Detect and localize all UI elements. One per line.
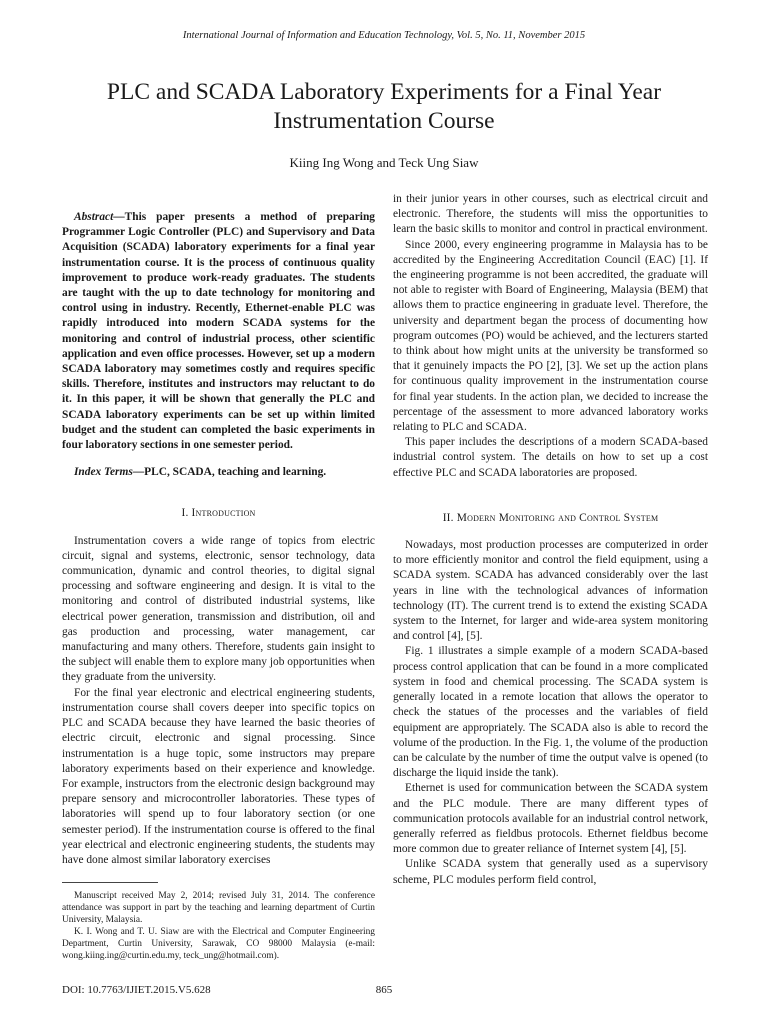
abstract-lead: Abstract — [74, 211, 114, 223]
paragraph: This paper includes the descriptions of a modern SCADA-based industrial control system. The details on how to set up a cost effective PLC and SCADA laboratories are proposed. — [393, 436, 708, 479]
journal-header: International Journal of Information and Education Technology, Vol. 5, No. 11, November 2015 — [182, 30, 586, 41]
paragraph: Nowadays, most production processes are computerized in order to more efficiently monitor and control the field equipment, using a SCADA system. SCADA has advanced considerably over the last years in line with the technological advances of information technology (IT). The current trend is to extend the existing SCADA system to the Internet, for larger and wide-area system monitoring and control [4], [5]. — [393, 539, 708, 643]
footnote: K. I. Wong and T. U. Siaw are with the Electrical and Computer Engineering Department, Curtin University, Sarawak, CO 98000 Malaysia (e-mail: wong.kiing.ing@curtin.edu.my, teck_ung@hotmail.com). — [62, 927, 375, 961]
footnote-divider — [62, 882, 158, 883]
index-terms — [62, 465, 375, 480]
section-heading-introduction: I. Introduction — [181, 507, 256, 520]
section-heading-monitoring: II. Modern Monitoring and Control System — [442, 511, 659, 524]
paragraph: Fig. 1 illustrates a simple example of a modern SCADA-based process control application that can be found in a more complicated system in food and chemical processing. The SCADA system is generally located in a remote location that allows the operator to check the statues of the processes and the variables of field equipment are appropriately. The SCADA also is able to record the volume of the production. In the Fig. 1, the volume of the production can be calculate by the number of time the output valve is opened (to discharge the liquid inside the tank). — [393, 645, 708, 780]
paragraph: Since 2000, every engineering programme in Malaysia has to be accredited by the Engineering Accreditation Council (EAC) [1]. If the engineering programme is not been accredited, the graduate will not able to register with Board of Engineering, Malaysia (BEM) that allows them to practice engineering in graduate level. Therefore, the university and department began the process of documenting how program outcomes (PO) would be achieved, and the lecturers started to think about how might units at the university be transformed so that it genuinely impacts the PO [2], [3]. We set up the action plans for continuous quality improvement in the instrumentation course for final year students. In the action plan, we decided to increase the percentage of the assessment to more advanced laboratory works relating to PLC and SCADA. — [393, 238, 708, 434]
left-column — [62, 192, 375, 868]
paragraph: Instrumentation covers a wide range of topics from electric circuit, signal and systems, electronic, sensor technology, data communication, dynamic and control theories, to digital signal processing and software engineering and design. It is vital to the monitoring and control of distributed industrial systems, like electrical power generation, transmission and distribution, oil and gas production and processing, water management, car manufacturing and many others. Therefore, students gain insight to the subject will enable them to explore many job opportunities when they graduate from the university. — [62, 534, 375, 684]
paragraph: Ethernet is used for communication between the SCADA system and the PLC module. There are many different types of communication protocols available for an industrial control network, generally referred as fieldbus protocols. Ethernet fieldbus become more common due to greater reliance of Internet system [4], [5]. — [393, 782, 708, 856]
right-column — [393, 192, 708, 888]
paragraph-continuation: in their junior years in other courses, such as electrical circuit and electronic. Therefore, the students will miss the opportunities to learn the basic skills to monitor and control in practical environment. — [393, 193, 708, 236]
paper-title: PLC and SCADA Laboratory Experiments for a Final Year Instrumentation Course — [106, 79, 662, 134]
page-number: 865 — [375, 984, 393, 996]
abstract-text: —This paper presents a method of preparing Programmer Logic Controller (PLC) and Supervisory and Data Acquisition (SCADA) laboratory experiments for a final year instrumentation course. It is the process of continuous quality improvement to produce work-ready graduates. The students are taught with the up to date technology for monitoring and control using in industry. Recently, Ethernet-enable PLC was rapidly introduced into modern SCADA systems for the monitoring and control of industrial process, other scientific application and even office processes. However, set up a modern SCADA laboratory may sometimes costly and requires specific skills. Therefore, institutes and instructors may reluctant to do it. In this paper, it will be shown that generally the PLC and SCADA laboratory experiments can be set up within limited budget and the student can completed the basic experiments in four laboratory sections in one semester period. — [62, 211, 375, 452]
paragraph: Unlike SCADA system that generally used as a supervisory scheme, PLC modules perform field control, — [393, 858, 708, 886]
index-terms-lead: Index Terms — [74, 466, 133, 479]
author-list: Kiing Ing Wong and Teck Ung Siaw — [289, 155, 479, 170]
doi: DOI: 10.7763/IJIET.2015.V5.628 — [62, 984, 211, 996]
footnote: Manuscript received May 2, 2014; revised July 31, 2014. The conference attendance was support in part by the teaching and learning department of Curtin University, Malaysia. — [62, 891, 375, 925]
footnotes — [62, 890, 375, 962]
abstract — [62, 210, 375, 453]
index-terms-text: —PLC, SCADA, teaching and learning. — [132, 466, 327, 479]
paragraph: For the final year electronic and electrical engineering students, instrumentation course shall covers deeper into specific topics on PLC and SCADA because they have learned the basic theories of electric circuit, electronic and signal processing. Since instrumentation is a huge topic, some instructors may prepare laboratory experiments based on their experience and knowledge. For example, instructors from the electronic design background may prepare sensory and microcontroller laboratories. These types of laboratories will spend up to four laboratory section (or one semester period). If the instrumentation course is offered to the final year electrical and electronic engineering students, the students may have done almost similar laboratory exercises — [62, 686, 375, 866]
